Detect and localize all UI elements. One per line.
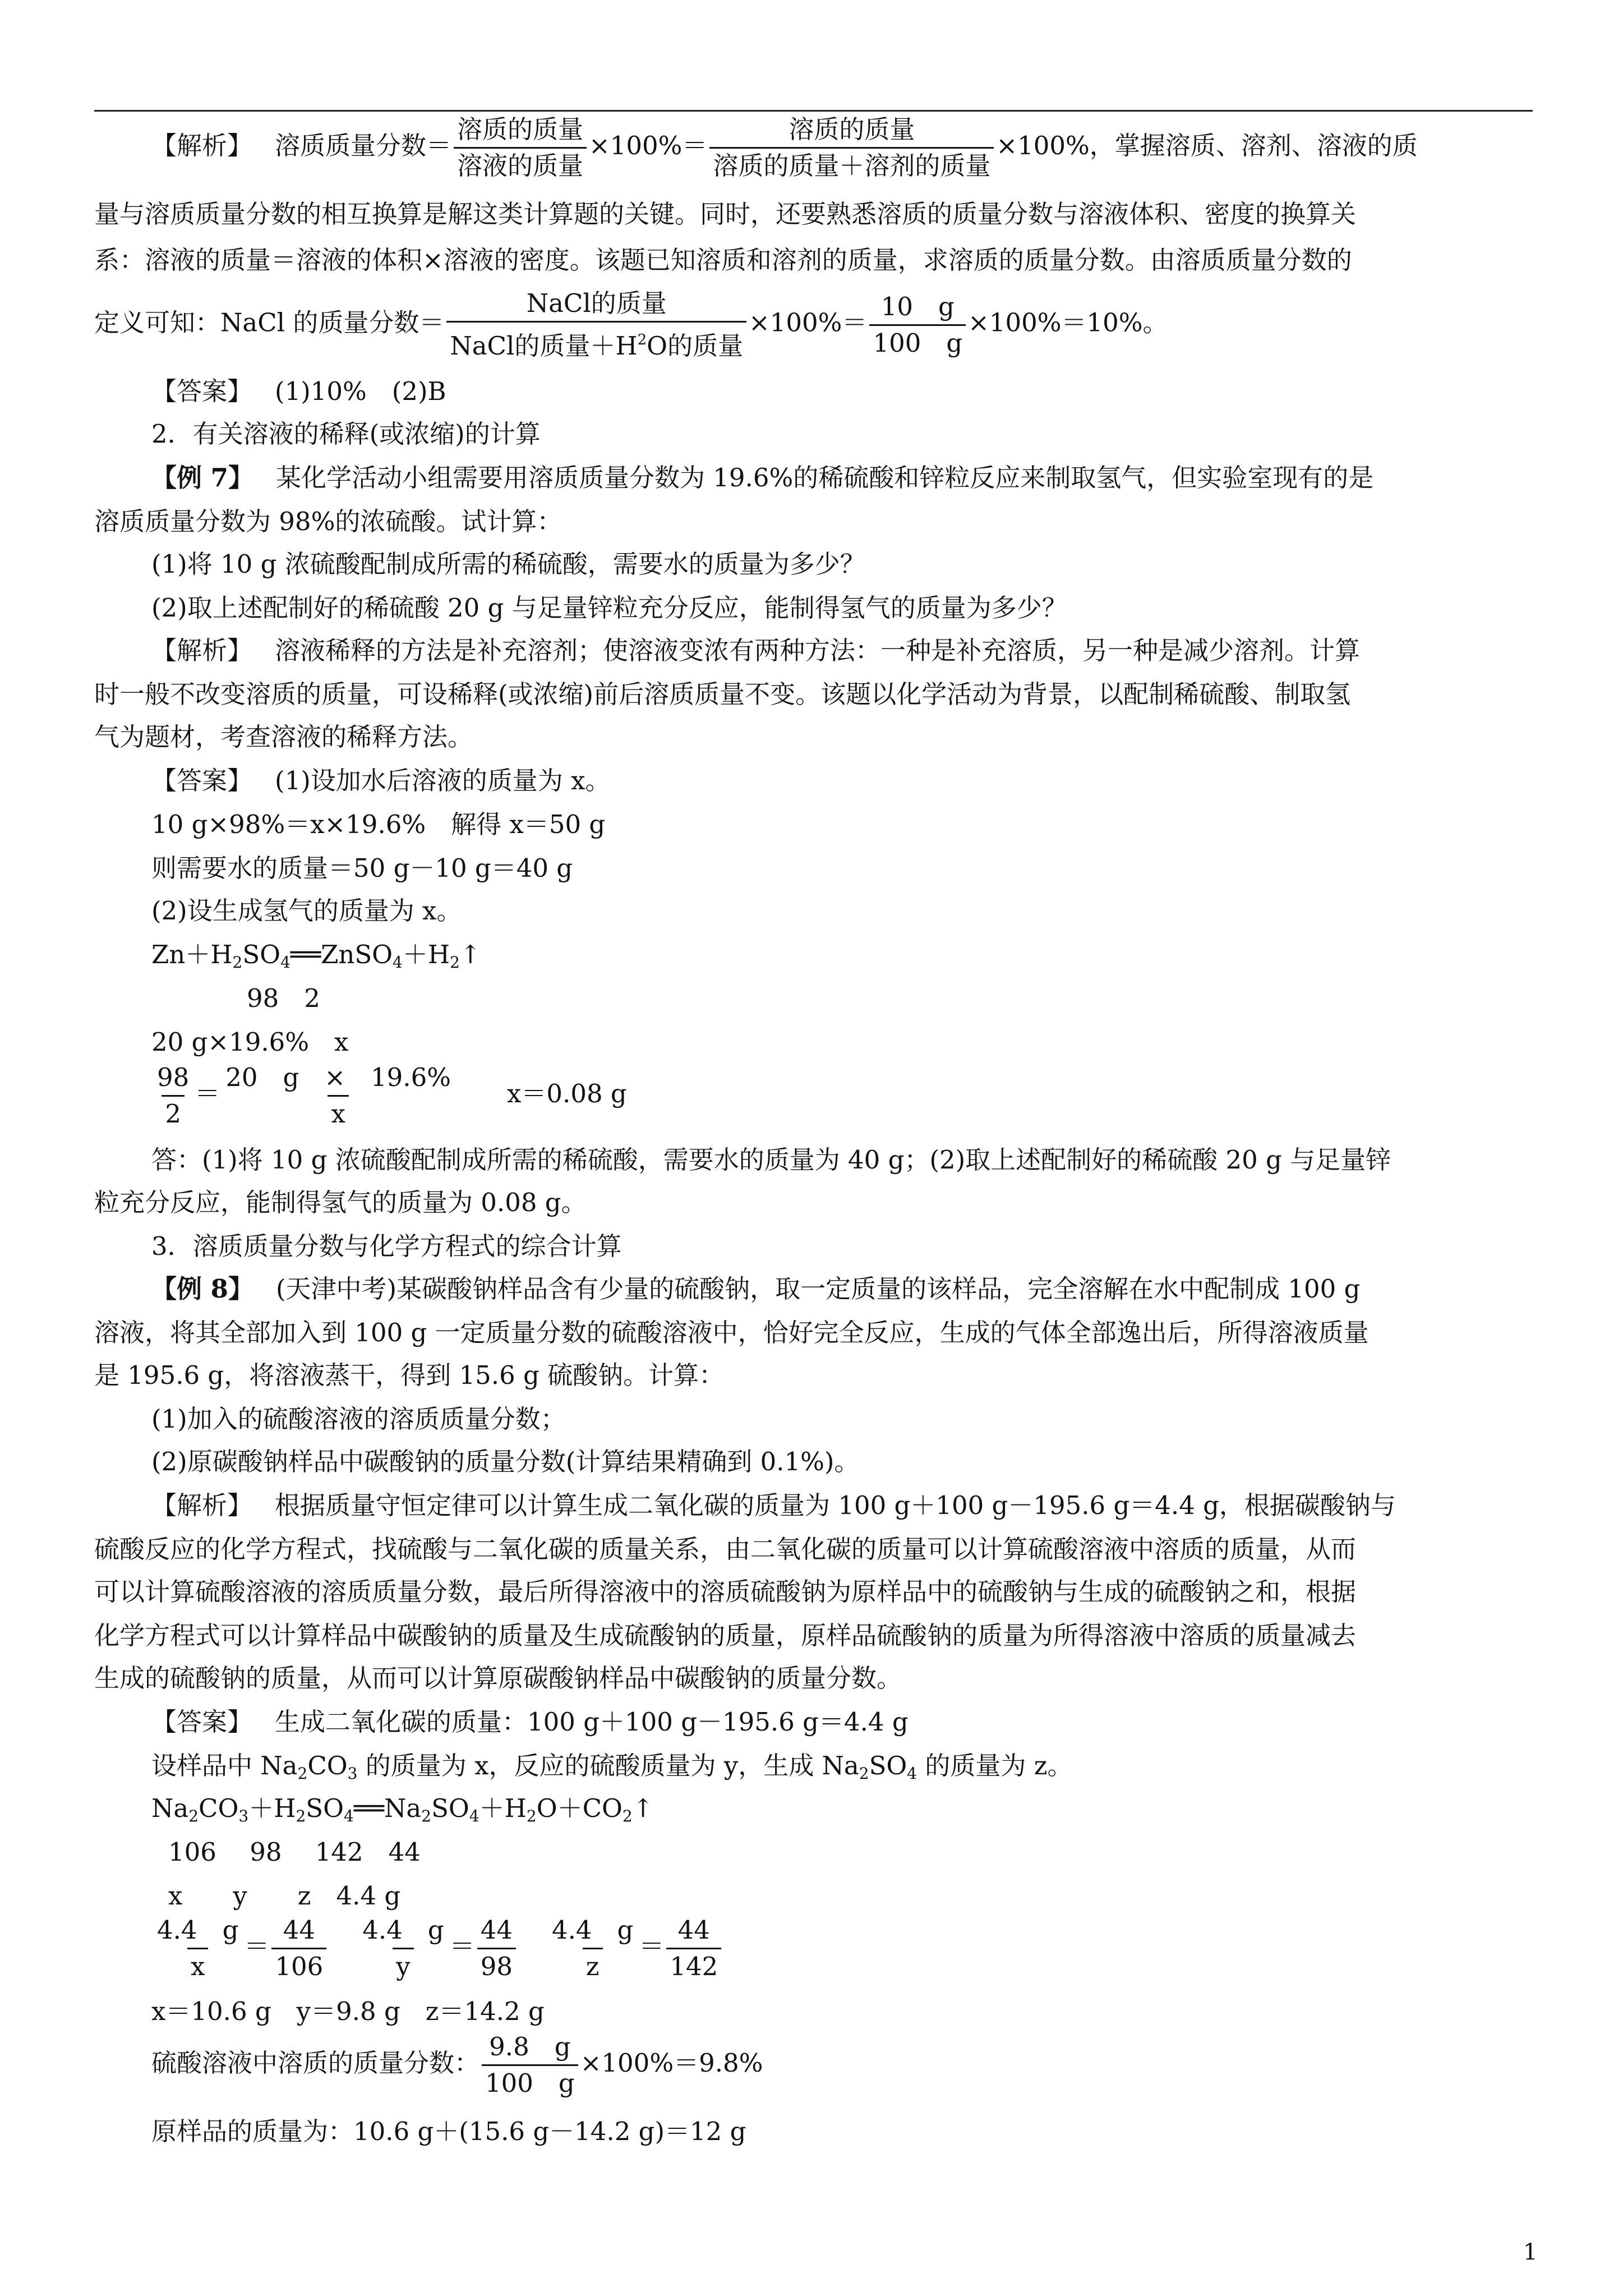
fraction-denominator: 溶液的质量 bbox=[454, 147, 587, 183]
fraction-denominator: 100 g bbox=[869, 324, 966, 361]
fraction-numerator: 9.8 g bbox=[489, 2032, 571, 2062]
question: (1)加入的硫酸溶液的溶质质量分数； bbox=[151, 1404, 566, 1434]
text: Zn＋H bbox=[151, 940, 233, 969]
example-label: 【例 7】 bbox=[151, 463, 253, 493]
paragraph-line: 是 195.6 g，将溶液蒸干，得到 15.6 g 硫酸钠。计算： bbox=[94, 1360, 725, 1390]
fraction-numerator: 44 bbox=[283, 1915, 315, 1945]
subscript: 2 bbox=[296, 1807, 306, 1825]
text: ＋H bbox=[479, 1793, 527, 1823]
text: ×100%＝9.8% bbox=[580, 2048, 763, 2078]
analysis-label: 【解析】 bbox=[151, 636, 253, 665]
answer-label: 【答案】 bbox=[151, 376, 253, 406]
text: ＋H bbox=[402, 940, 450, 969]
fraction-denominator: 2 bbox=[162, 1095, 185, 1131]
analysis-label: 【解析】 bbox=[151, 1490, 253, 1520]
subscript: 4 bbox=[280, 953, 291, 972]
paragraph-line: 答：(1)将 10 g 浓硫酸配制成所需的稀硫酸，需要水的质量为 40 g；(2)取上述配制好的稀硫酸 20 g 与足量锌 bbox=[151, 1145, 1391, 1175]
paragraph-line: 可以计算硫酸溶液的溶质质量分数，最后所得溶液中的溶质硫酸钠为原样品中的硫酸钠与生成的硫酸钠之和，根据 bbox=[94, 1577, 1357, 1607]
text: 溶液稀释的方法是补充溶剂；使溶液变浓有两种方法：一种是补充溶质，另一种是减少溶剂。计算 bbox=[275, 636, 1361, 665]
analysis-label: 【解析】 bbox=[151, 131, 253, 160]
fraction-denominator bbox=[446, 321, 746, 364]
header-rule bbox=[94, 110, 1533, 112]
subscript: 2 bbox=[232, 953, 243, 972]
answer-label: 【答案】 bbox=[151, 766, 253, 795]
text: ＝ bbox=[639, 1931, 665, 1961]
example8-line1 bbox=[151, 1272, 1360, 1306]
question: (2)取上述配制好的稀硫酸 20 g 与足量锌粒充分反应，能制得氢气的质量为多少？ bbox=[151, 593, 1067, 623]
proportion-line bbox=[151, 1913, 723, 1984]
text: SO bbox=[242, 940, 281, 969]
proportion-line bbox=[151, 1060, 627, 1131]
text: 生成二氧化碳的质量：100 g＋100 g－195.6 g＝4.4 g bbox=[275, 1707, 909, 1737]
answer-label: 【答案】 bbox=[151, 1707, 253, 1737]
text: 根据质量守恒定律可以计算生成二氧化碳的质量为 100 g＋100 g－195.6 g＝4.4 g，根据碳酸钠与 bbox=[275, 1490, 1396, 1520]
fraction bbox=[154, 1913, 242, 1984]
fraction-denominator: y bbox=[393, 1948, 413, 1984]
fraction bbox=[709, 112, 994, 183]
paragraph-line: 气为题材，考查溶液的稀释方法。 bbox=[94, 722, 473, 752]
fraction-numerator: 20 g × 19.6% bbox=[225, 1062, 451, 1092]
subscript: 4 bbox=[907, 1764, 917, 1783]
calc-line: (2)设生成氢气的质量为 x。 bbox=[151, 896, 462, 926]
text: CO bbox=[199, 1793, 239, 1823]
paragraph-line: 溶质质量分数为 98%的浓硫酸。试计算： bbox=[94, 507, 562, 536]
fraction-denominator: 98 bbox=[477, 1948, 516, 1984]
fraction-numerator: 溶质的质量 bbox=[789, 114, 915, 144]
fraction-numerator: 10 g bbox=[880, 291, 955, 321]
gas-arrow: ↑ bbox=[632, 1793, 654, 1823]
fraction bbox=[454, 112, 587, 183]
subscript: 4 bbox=[469, 1807, 479, 1825]
calc-line: 10 g×98%＝x×19.6% 解得 x＝50 g bbox=[151, 809, 606, 839]
text: 定义可知：NaCl 的质量分数＝ bbox=[94, 307, 445, 338]
text: ＝ bbox=[195, 1079, 220, 1108]
fraction-numerator: 44 bbox=[677, 1915, 710, 1945]
superscript: 2 bbox=[637, 332, 647, 348]
fraction-numerator: 溶质的质量 bbox=[457, 114, 584, 144]
fraction bbox=[359, 1913, 447, 1984]
example7-line1 bbox=[151, 461, 1373, 495]
analysis2-line1 bbox=[151, 634, 1360, 668]
text: ══Na bbox=[353, 1793, 422, 1823]
text: ＝ bbox=[449, 1931, 475, 1961]
question: (1)将 10 g 浓硫酸配制成所需的稀硫酸，需要水的质量为多少？ bbox=[151, 549, 865, 579]
gas-arrow: ↑ bbox=[459, 940, 481, 969]
text: NaCl的质量＋H bbox=[450, 331, 638, 361]
text: (天津中考)某碳酸钠样品含有少量的硫酸钠，取一定质量的该样品，完全溶解在水中配制成 100 g bbox=[275, 1274, 1361, 1304]
fraction-denominator: 溶质的质量＋溶剂的质量 bbox=[709, 147, 994, 183]
analysis3-line1 bbox=[151, 1489, 1396, 1522]
example-label: 【例 8】 bbox=[151, 1274, 253, 1304]
section-heading: 3．溶质质量分数与化学方程式的综合计算 bbox=[151, 1231, 622, 1261]
subscript: 3 bbox=[238, 1807, 249, 1825]
chemical-equation bbox=[151, 938, 481, 972]
subscript: 2 bbox=[622, 1807, 633, 1825]
analysis1-line1 bbox=[151, 112, 1418, 183]
calc-line: x＝10.6 g y＝9.8 g z＝14.2 g bbox=[151, 1996, 545, 2026]
calc-line: 则需要水的质量＝50 g－10 g＝40 g bbox=[151, 853, 573, 883]
fraction-denominator: x bbox=[328, 1095, 348, 1131]
answer-text: (1)10% (2)B bbox=[275, 376, 446, 406]
fraction-numerator: 4.4 g bbox=[551, 1915, 634, 1945]
text: (1)设加水后溶液的质量为 x。 bbox=[275, 766, 611, 795]
fraction bbox=[222, 1060, 454, 1131]
text: ＋H bbox=[248, 1793, 296, 1823]
fraction-numerator: 44 bbox=[480, 1915, 513, 1945]
fraction bbox=[446, 286, 746, 364]
calc-line: 98 2 bbox=[247, 983, 320, 1013]
text: 设样品中 Na bbox=[151, 1751, 298, 1780]
text: O的质量 bbox=[647, 331, 744, 361]
fraction bbox=[271, 1913, 326, 1984]
fraction bbox=[869, 289, 966, 361]
fraction bbox=[482, 2030, 578, 2101]
subscript: 2 bbox=[188, 1807, 199, 1825]
subscript: 2 bbox=[450, 953, 460, 972]
subscript: 2 bbox=[421, 1807, 432, 1825]
paragraph-line: 量与溶质质量分数的相互换算是解这类计算题的关键。同时，还要熟悉溶质的质量分数与溶液体积、密度的换算关 bbox=[94, 199, 1357, 229]
page-number: 1 bbox=[1523, 2239, 1538, 2265]
analysis1-line4 bbox=[94, 286, 1168, 364]
calc-line: 原样品的质量为：10.6 g＋(15.6 g－14.2 g)＝12 g bbox=[151, 2116, 746, 2146]
text: SO bbox=[869, 1751, 907, 1780]
text: ×100%，掌握溶质、溶剂、溶液的质 bbox=[996, 131, 1418, 160]
paragraph-line: 粒充分反应，能制得氢气的质量为 0.08 g。 bbox=[94, 1188, 587, 1217]
paragraph-line: 系：溶液的质量＝溶液的体积×溶液的密度。该题已知溶质和溶剂的质量，求溶质的质量分数。由溶质质量分数的 bbox=[94, 245, 1352, 275]
text: 溶质质量分数＝ bbox=[275, 131, 452, 160]
fraction-numerator: NaCl的质量 bbox=[526, 288, 667, 318]
paragraph-line: 生成的硫酸钠的质量，从而可以计算原碳酸钠样品中碳酸钠的质量分数。 bbox=[94, 1663, 902, 1693]
answer3-line1 bbox=[151, 1705, 909, 1739]
paragraph-line: 溶液，将其全部加入到 100 g 一定质量分数的硫酸溶液中，恰好完全反应，生成的气体全部逸出后，所得溶液质量 bbox=[94, 1318, 1369, 1347]
calc-line: 20 g×19.6% x bbox=[151, 1027, 349, 1057]
text: Na bbox=[151, 1793, 189, 1823]
fraction-numerator: 98 bbox=[157, 1062, 190, 1092]
text: SO bbox=[306, 1793, 344, 1823]
calc-line: 106 98 142 44 bbox=[168, 1837, 421, 1867]
text: ×100%＝ bbox=[749, 307, 868, 338]
fraction-denominator: 100 g bbox=[482, 2064, 578, 2101]
subscript: 4 bbox=[393, 953, 403, 972]
subscript: 2 bbox=[859, 1764, 869, 1783]
subscript: 4 bbox=[344, 1807, 354, 1825]
text: 的质量为 x，反应的硫酸质量为 y，生成 Na bbox=[357, 1751, 859, 1780]
fraction bbox=[666, 1913, 721, 1984]
fraction-line bbox=[151, 2030, 763, 2101]
text: x＝0.08 g bbox=[507, 1079, 627, 1108]
text: CO bbox=[307, 1751, 348, 1780]
text: ×100%＝ bbox=[589, 131, 708, 160]
fraction bbox=[548, 1913, 637, 1984]
paragraph-line: 时一般不改变溶质的质量，可设稀释(或浓缩)前后溶质质量不变。该题以化学活动为背景，以配制稀硫酸、制取氢 bbox=[94, 679, 1351, 709]
fraction bbox=[477, 1913, 516, 1984]
subscript: 2 bbox=[526, 1807, 537, 1825]
paragraph-line: 硫酸反应的化学方程式，找硫酸与二氧化碳的质量关系，由二氧化碳的质量可以计算硫酸溶液中溶质的质量，从而 bbox=[94, 1534, 1357, 1564]
text: ×100%＝10%。 bbox=[968, 307, 1168, 338]
calc-line bbox=[151, 1749, 1072, 1783]
fraction-denominator: x bbox=[187, 1948, 208, 1984]
answer1 bbox=[151, 375, 446, 408]
fraction-denominator: 106 bbox=[271, 1948, 326, 1984]
fraction bbox=[154, 1060, 192, 1131]
text: SO bbox=[431, 1793, 469, 1823]
text: O＋CO bbox=[536, 1793, 623, 1823]
section-heading: 2．有关溶液的稀释(或浓缩)的计算 bbox=[151, 419, 541, 449]
subscript: 2 bbox=[297, 1764, 308, 1783]
calc-line: x y z 4.4 g bbox=[168, 1881, 401, 1911]
text: 某化学活动小组需要用溶质质量分数为 19.6%的稀硫酸和锌粒反应来制取氢气，但实验室现有的是 bbox=[275, 463, 1374, 493]
text: ＝ bbox=[244, 1931, 270, 1961]
text: ══ZnSO bbox=[290, 940, 393, 969]
text: 硫酸溶液中溶质的质量分数： bbox=[151, 2048, 480, 2078]
question: (2)原碳酸钠样品中碳酸钠的质量分数(计算结果精确到 0.1%)。 bbox=[151, 1447, 860, 1476]
answer2-line1 bbox=[151, 764, 610, 798]
fraction-numerator: 4.4 g bbox=[362, 1915, 444, 1945]
fraction-denominator: z bbox=[583, 1948, 603, 1984]
subscript: 3 bbox=[347, 1764, 358, 1783]
chemical-equation bbox=[151, 1792, 653, 1825]
text: 的质量为 z。 bbox=[917, 1751, 1073, 1780]
paragraph-line: 化学方程式可以计算样品中碳酸钠的质量及生成硫酸钠的质量，原样品硫酸钠的质量为所得溶液中溶质的质量减去 bbox=[94, 1621, 1357, 1650]
fraction-numerator: 4.4 g bbox=[157, 1915, 239, 1945]
fraction-denominator: 142 bbox=[666, 1948, 721, 1984]
